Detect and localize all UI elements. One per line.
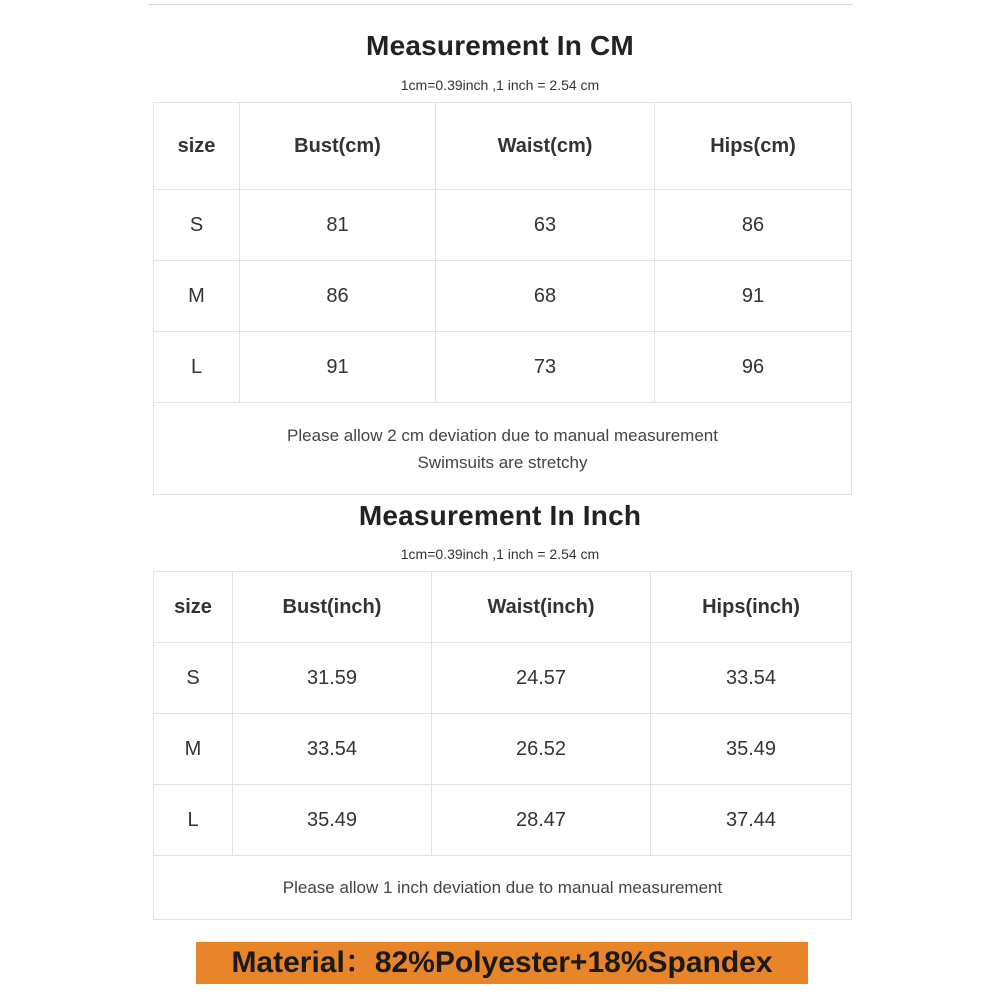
cell-waist: 73 — [436, 332, 655, 403]
cm-size-table — [153, 102, 852, 495]
cell-size: M — [154, 261, 240, 332]
table-note-row — [154, 856, 852, 920]
deviation-note — [154, 856, 852, 920]
cell-hips: 91 — [655, 261, 852, 332]
header-waist: Waist(cm) — [436, 103, 655, 190]
cell-size: L — [154, 785, 233, 856]
table-header-row — [154, 572, 852, 643]
deviation-note-line: Please allow 2 cm deviation due to manual measurement — [287, 425, 718, 445]
table-note-row — [154, 403, 852, 495]
cell-bust: 81 — [240, 190, 436, 261]
table-row — [154, 190, 852, 261]
cell-hips: 37.44 — [651, 785, 852, 856]
cm-conversion-note: 1cm=0.39inch ,1 inch = 2.54 cm — [400, 77, 600, 93]
cell-bust: 33.54 — [233, 714, 432, 785]
header-bust: Bust(inch) — [233, 572, 432, 643]
table-row — [154, 643, 852, 714]
stretch-note-line: Swimsuits are stretchy — [417, 452, 588, 472]
cell-size: M — [154, 714, 233, 785]
table-row — [154, 714, 852, 785]
header-waist: Waist(inch) — [432, 572, 651, 643]
table-row — [154, 261, 852, 332]
cell-waist: 26.52 — [432, 714, 651, 785]
cell-waist: 63 — [436, 190, 655, 261]
cell-waist: 68 — [436, 261, 655, 332]
cell-hips: 86 — [655, 190, 852, 261]
table-header-row — [154, 103, 852, 190]
header-hips: Hips(cm) — [655, 103, 852, 190]
cell-bust: 86 — [240, 261, 436, 332]
cell-waist: 28.47 — [432, 785, 651, 856]
cell-bust: 31.59 — [233, 643, 432, 714]
cell-size: L — [154, 332, 240, 403]
table-row — [154, 785, 852, 856]
cell-waist: 24.57 — [432, 643, 651, 714]
cell-hips: 96 — [655, 332, 852, 403]
header-bust: Bust(cm) — [240, 103, 436, 190]
cell-bust: 35.49 — [233, 785, 432, 856]
cm-section-title: Measurement In CM — [366, 30, 634, 61]
cell-hips: 35.49 — [651, 714, 852, 785]
deviation-note — [154, 403, 852, 495]
cell-size: S — [154, 643, 233, 714]
header-size: size — [154, 103, 240, 190]
cell-hips: 33.54 — [651, 643, 852, 714]
table-row — [154, 332, 852, 403]
inch-section-title: Measurement In Inch — [358, 500, 642, 531]
material-banner: Material：82%Polyester+18%Spandex — [196, 942, 808, 984]
header-hips: Hips(inch) — [651, 572, 852, 643]
cell-bust: 91 — [240, 332, 436, 403]
header-size: size — [154, 572, 233, 643]
top-divider — [148, 4, 853, 5]
deviation-note-line: Please allow 1 inch deviation due to manual measurement — [282, 878, 723, 897]
inch-size-table — [153, 571, 852, 920]
inch-conversion-note: 1cm=0.39inch ,1 inch = 2.54 cm — [400, 546, 600, 562]
cell-size: S — [154, 190, 240, 261]
